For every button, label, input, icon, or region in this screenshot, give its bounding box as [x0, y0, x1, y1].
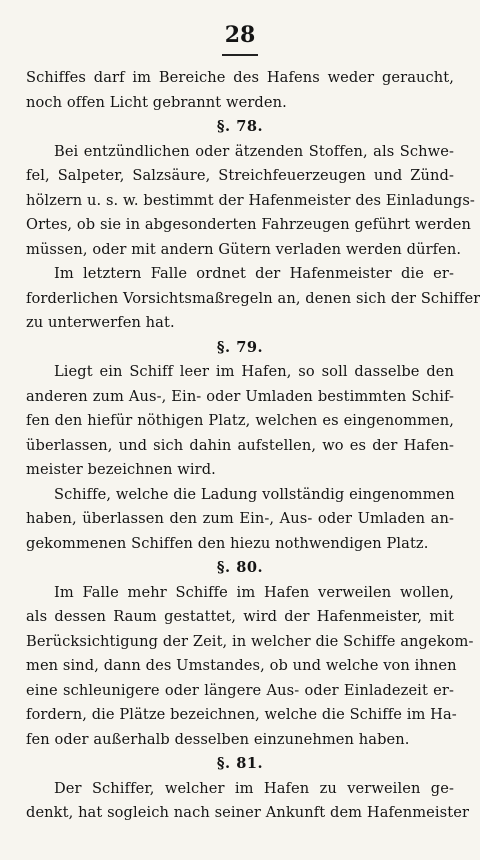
section-heading: §. 78.	[216, 118, 264, 135]
body-text	[26, 66, 480, 826]
text-line: fen oder außerhalb desselben einzunehmen haben.	[26, 730, 410, 748]
text-line: men sind, dann des Umstandes, ob und welche von ihnen	[26, 657, 457, 674]
text-line: forderlichen Vorsichtsmaßregeln an, denen sich der Schiffer	[26, 289, 480, 307]
page-number: 28	[224, 22, 256, 48]
text-line: haben, überlassen den zum Ein-, Aus- oder Umladen an-	[26, 510, 454, 527]
text-line: fordern, die Plätze bezeichnen, welche die Schiffe im Ha-	[26, 706, 457, 723]
text-line: Im letztern Falle ordnet der Hafenmeister die er-	[54, 265, 454, 282]
page-number-rule	[222, 54, 258, 56]
text-line: Ortes, ob sie in abgesonderten Fahrzeugen geführt werden	[26, 216, 471, 233]
text-line: Bei entzündlichen oder ätzenden Stoffen, als Schwe-	[54, 142, 454, 160]
text-line: anderen zum Aus-, Ein- oder Umladen bestimmten Schif-	[26, 387, 454, 405]
text-line: als dessen Raum gestattet, wird der Hafenmeister, mit	[26, 608, 454, 625]
text-line: noch offen Licht gebrannt werden.	[26, 93, 287, 111]
text-line: zu unterwerfen hat.	[26, 314, 175, 331]
text-line: Schiffe, welche die Ladung vollständig eingenommen	[54, 485, 455, 503]
section-heading: §. 80.	[216, 559, 264, 576]
text-line: Im Falle mehr Schiffe im Hafen verweilen wollen,	[54, 583, 454, 601]
text-line: denkt, hat sogleich nach seiner Ankunft dem Hafenmeister	[26, 804, 470, 821]
text-line: fen den hiefür nöthigen Platz, welchen es eingenommen,	[26, 412, 454, 429]
text-line: Schiffes darf im Bereiche des Hafens weder geraucht,	[26, 69, 454, 86]
text-line: meister bezeichnen wird.	[26, 461, 216, 478]
text-line: Der Schiffer, welcher im Hafen zu verweilen ge-	[54, 779, 454, 797]
text-line: fel, Salpeter, Salzsäure, Streichfeuerzeugen und Zünd-	[26, 167, 454, 184]
text-line: Liegt ein Schiff leer im Hafen, so soll dasselbe den	[54, 363, 454, 380]
text-line: eine schleunigere oder längere Aus- oder Einladezeit er-	[26, 681, 454, 699]
text-line: gekommenen Schiffen den hiezu nothwendigen Platz.	[26, 534, 429, 552]
text-line: Berücksichtigung der Zeit, in welcher die Schiffe angekom-	[26, 632, 474, 650]
text-line: müssen, oder mit andern Gütern verladen werden dürfen.	[26, 240, 462, 258]
text-line: überlassen, und sich dahin aufstellen, wo es der Hafen-	[26, 436, 454, 454]
section-heading: §. 81.	[216, 755, 264, 772]
section-heading: §. 79.	[216, 338, 264, 356]
text-line: hölzern u. s. w. bestimmt der Hafenmeister des Einladungs-	[26, 191, 475, 209]
